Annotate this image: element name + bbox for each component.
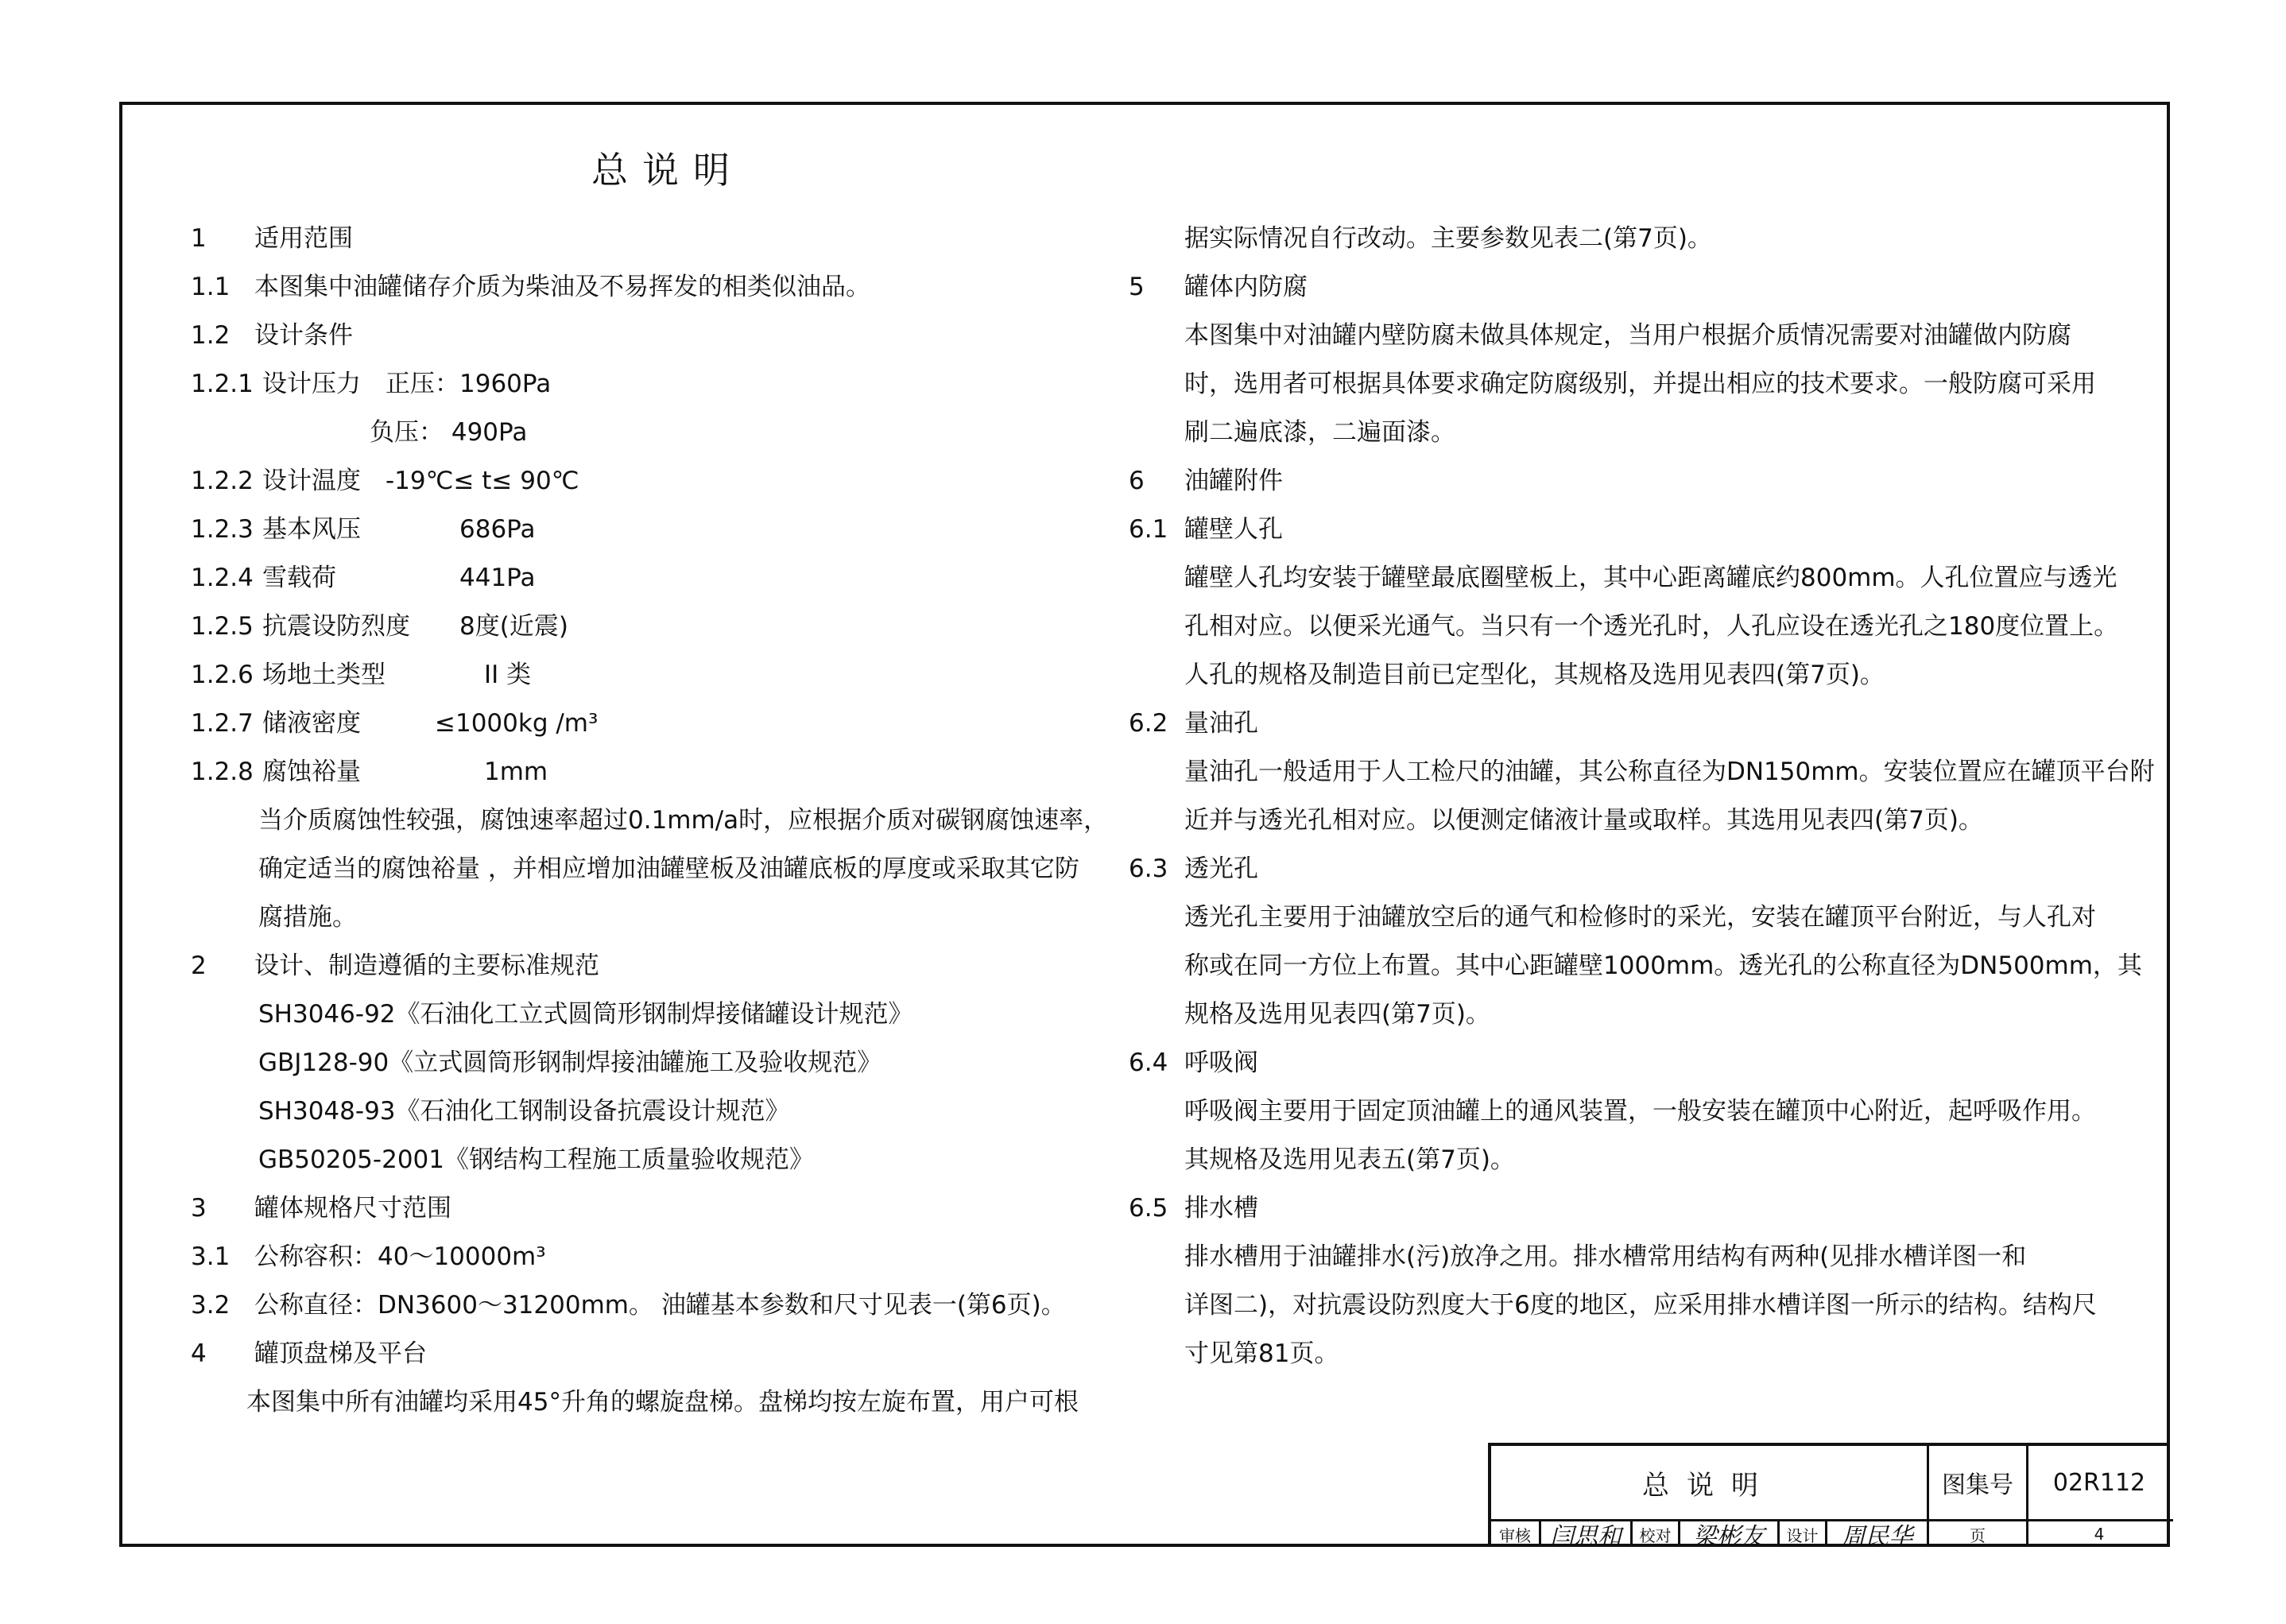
text-line: [191, 796, 1109, 845]
section-number: 1.2.4: [191, 564, 254, 592]
section-text: 负压： 490Pa: [370, 418, 528, 447]
section-number: 1.1: [191, 273, 231, 301]
section-text: 抗震设防烈度 8度(近震): [262, 612, 568, 641]
text-line: [1129, 1281, 2097, 1330]
section-number: 1.2: [191, 321, 231, 350]
section-number: 1.2.3: [191, 515, 254, 544]
section-number: 6.1: [1129, 515, 1168, 544]
section-text: 罐体规格尺寸范围: [254, 1194, 451, 1223]
section-text: 本图集中对油罐内壁防腐未做具体规定，当用户根据介质情况需要对油罐做内防腐: [1184, 321, 2071, 350]
section-number: 4: [191, 1339, 207, 1368]
check-label: 校对: [1639, 1525, 1672, 1545]
text-line: [191, 360, 1081, 409]
text-line: [191, 748, 1081, 796]
section-text: 呼吸阀主要用于固定顶油罐上的通风装置，一般安装在罐顶中心附近，起呼吸作用。: [1184, 1097, 2096, 1126]
text-line: [1129, 457, 2019, 506]
text-line: [1129, 651, 2019, 700]
section-text: 公称容积：40～10000m³: [254, 1242, 546, 1271]
text-line: [191, 457, 1081, 506]
title-block: [1488, 1443, 2170, 1551]
section-text: 排水槽: [1184, 1194, 1258, 1223]
section-text: 排水槽用于油罐排水(污)放净之用。排水槽常用结构有两种(见排水槽详图一和: [1184, 1242, 2027, 1271]
section-number: 6: [1129, 467, 1145, 495]
section-number: 2: [191, 952, 207, 980]
section-text: 量油孔一般适用于人工检尺的油罐，其公称直径为DN150mm。安装位置应在罐顶平台附: [1184, 758, 2155, 786]
section-text: 腐蚀裕量 1mm: [262, 758, 548, 786]
text-line: [191, 1136, 1081, 1184]
text-line: [1129, 893, 2096, 942]
text-line: [1129, 942, 2142, 990]
left-column: [191, 215, 1109, 1427]
section-text: 罐壁人孔均安装于罐壁最底圈壁板上，其中心距离罐底约800mm。人孔位置应与透光: [1184, 564, 2117, 592]
section-text: 透光孔主要用于油罐放空后的通气和检修时的采光，安装在罐顶平台附近，与人孔对: [1184, 903, 2096, 932]
section-text: 规格及选用见表四(第7页)。: [1184, 1000, 1490, 1029]
text-line: [1129, 1233, 2027, 1281]
section-text: 当介质腐蚀性较强，腐蚀速率超过0.1mm/a时，应根据介质对碳钢腐蚀速率，: [258, 806, 1109, 835]
section-number: 3.1: [191, 1242, 231, 1271]
section-number: 6.2: [1129, 709, 1168, 738]
text-line: [1129, 845, 2019, 893]
review-label: 审核: [1499, 1525, 1531, 1545]
review-signature: 闫思和: [1550, 1523, 1622, 1551]
section-number: 1.2.1: [191, 370, 254, 398]
text-line: [191, 1281, 1081, 1330]
title-block-name: 总说明: [1642, 1469, 1776, 1502]
atlas-number: 02R112: [2052, 1468, 2146, 1497]
section-text: GBJ128-90《立式圆筒形钢制焊接油罐施工及验收规范》: [258, 1048, 882, 1077]
text-line: [191, 409, 1081, 457]
section-text: 适用范围: [254, 224, 353, 253]
section-text: 刷二遍底漆，二遍面漆。: [1184, 418, 1455, 447]
section-text: 设计压力 正压：1960Pa: [262, 370, 552, 398]
text-line: [1129, 263, 2019, 312]
section-text: SH3046-92《石油化工立式圆筒形钢制焊接储罐设计规范》: [258, 1000, 913, 1029]
section-text: 孔相对应。以便采光通气。当只有一个透光孔时，人孔应设在透光孔之180度位置上。: [1184, 612, 2119, 641]
section-text: 基本风压 686Pa: [262, 515, 536, 544]
text-line: [1129, 554, 2117, 603]
section-text: 透光孔: [1184, 855, 1258, 883]
text-line: [1129, 1330, 2019, 1378]
design-signature: 周民华: [1841, 1523, 1913, 1551]
text-line: [1129, 700, 2019, 748]
page-title: 总说明: [591, 149, 744, 192]
text-line: [1129, 360, 2096, 409]
section-text: 油罐附件: [1184, 467, 1283, 495]
section-number: 3: [191, 1194, 207, 1223]
right-column: [1129, 215, 2155, 1378]
section-text: 寸见第81页。: [1184, 1339, 1339, 1368]
page-number: 4: [2094, 1525, 2105, 1544]
text-line: [191, 312, 1081, 360]
text-line: [191, 893, 1081, 942]
section-text: 呼吸阀: [1184, 1048, 1258, 1077]
section-number: 1.2.5: [191, 612, 254, 641]
section-text: 人孔的规格及制造目前已定型化，其规格及选用见表四(第7页)。: [1184, 661, 1885, 689]
text-line: [1129, 603, 2119, 651]
text-line: [1129, 990, 2019, 1039]
section-text: 时，选用者可根据具体要求确定防腐级别，并提出相应的技术要求。一般防腐可采用: [1184, 370, 2096, 398]
section-text: 设计温度 -19℃≤ t≤ 90℃: [262, 467, 579, 495]
text-line: [191, 554, 1081, 603]
section-text: SH3048-93《石油化工钢制设备抗震设计规范》: [258, 1097, 790, 1126]
section-number: 5: [1129, 273, 1145, 301]
text-line: [191, 1184, 1081, 1233]
section-number: 1: [191, 224, 207, 253]
text-line: [191, 1039, 1081, 1087]
text-line: [1129, 409, 2019, 457]
text-line: [191, 1378, 1081, 1427]
section-number: 6.4: [1129, 1048, 1168, 1077]
text-line: [1129, 215, 2019, 263]
section-number: 1.2.6: [191, 661, 254, 689]
section-text: 本图集中油罐储存介质为柴油及不易挥发的相类似油品。: [254, 273, 870, 301]
text-line: [191, 942, 1081, 990]
section-text: 本图集中所有油罐均采用45°升角的螺旋盘梯。盘梯均按左旋布置，用户可根: [246, 1388, 1079, 1417]
text-line: [1129, 1184, 2019, 1233]
text-line: [191, 263, 1081, 312]
text-line: [191, 506, 1081, 554]
section-number: 6.5: [1129, 1194, 1168, 1223]
section-text: 设计条件: [254, 321, 353, 350]
section-text: 雪载荷 441Pa: [262, 564, 536, 592]
section-text: 详图二)，对抗震设防烈度大于6度的地区，应采用排水槽详图一所示的结构。结构尺: [1184, 1291, 2097, 1320]
section-text: 量油孔: [1184, 709, 1258, 738]
text-line: [191, 1233, 1081, 1281]
section-text: 确定适当的腐蚀裕量 ，并相应增加油罐壁板及油罐底板的厚度或采取其它防: [258, 855, 1079, 883]
section-text: GB50205-2001《钢结构工程施工质量验收规范》: [258, 1145, 814, 1174]
section-text: 罐壁人孔: [1184, 515, 1283, 544]
design-label: 设计: [1786, 1525, 1819, 1545]
section-text: 近并与透光孔相对应。以便测定储液计量或取样。其选用见表四(第7页)。: [1184, 806, 1983, 835]
text-line: [1129, 748, 2155, 796]
section-text: 称或在同一方位上布置。其中心距罐壁1000mm。透光孔的公称直径为DN500mm，其: [1184, 952, 2142, 980]
text-line: [1129, 506, 2019, 554]
text-line: [191, 700, 1081, 748]
text-line: [1129, 1039, 2019, 1087]
section-text: 设计、制造遵循的主要标准规范: [254, 952, 599, 980]
section-text: 场地土类型 II 类: [262, 661, 532, 689]
section-text: 腐措施。: [258, 903, 357, 932]
section-text: 罐顶盘梯及平台: [254, 1339, 427, 1368]
section-text: 罐体内防腐: [1184, 273, 1308, 301]
section-text: 储液密度 ≤1000kg /m³: [262, 709, 599, 738]
text-line: [191, 845, 1081, 893]
text-line: [1129, 312, 2071, 360]
section-text: 公称直径：DN3600～31200mm。 油罐基本参数和尺寸见表一(第6页)。: [254, 1291, 1066, 1320]
section-text: 据实际情况自行改动。主要参数见表二(第7页)。: [1184, 224, 1712, 253]
atlas-label: 图集号: [1942, 1471, 2013, 1499]
text-line: [191, 1087, 1081, 1136]
section-number: 1.2.7: [191, 709, 254, 738]
text-line: [191, 215, 1081, 263]
text-line: [1129, 796, 2019, 845]
text-line: [191, 651, 1081, 700]
text-line: [191, 603, 1081, 651]
text-line: [191, 1330, 1081, 1378]
section-number: 1.2.8: [191, 758, 254, 786]
text-line: [1129, 1136, 2019, 1184]
text-line: [191, 990, 1081, 1039]
section-text: 其规格及选用见表五(第7页)。: [1184, 1145, 1515, 1174]
check-signature: 梁彬友: [1693, 1523, 1765, 1551]
text-line: [1129, 1087, 2096, 1136]
section-number: 6.3: [1129, 855, 1168, 883]
section-number: 3.2: [191, 1291, 231, 1320]
section-number: 1.2.2: [191, 467, 254, 495]
page-label: 页: [1970, 1525, 1986, 1545]
